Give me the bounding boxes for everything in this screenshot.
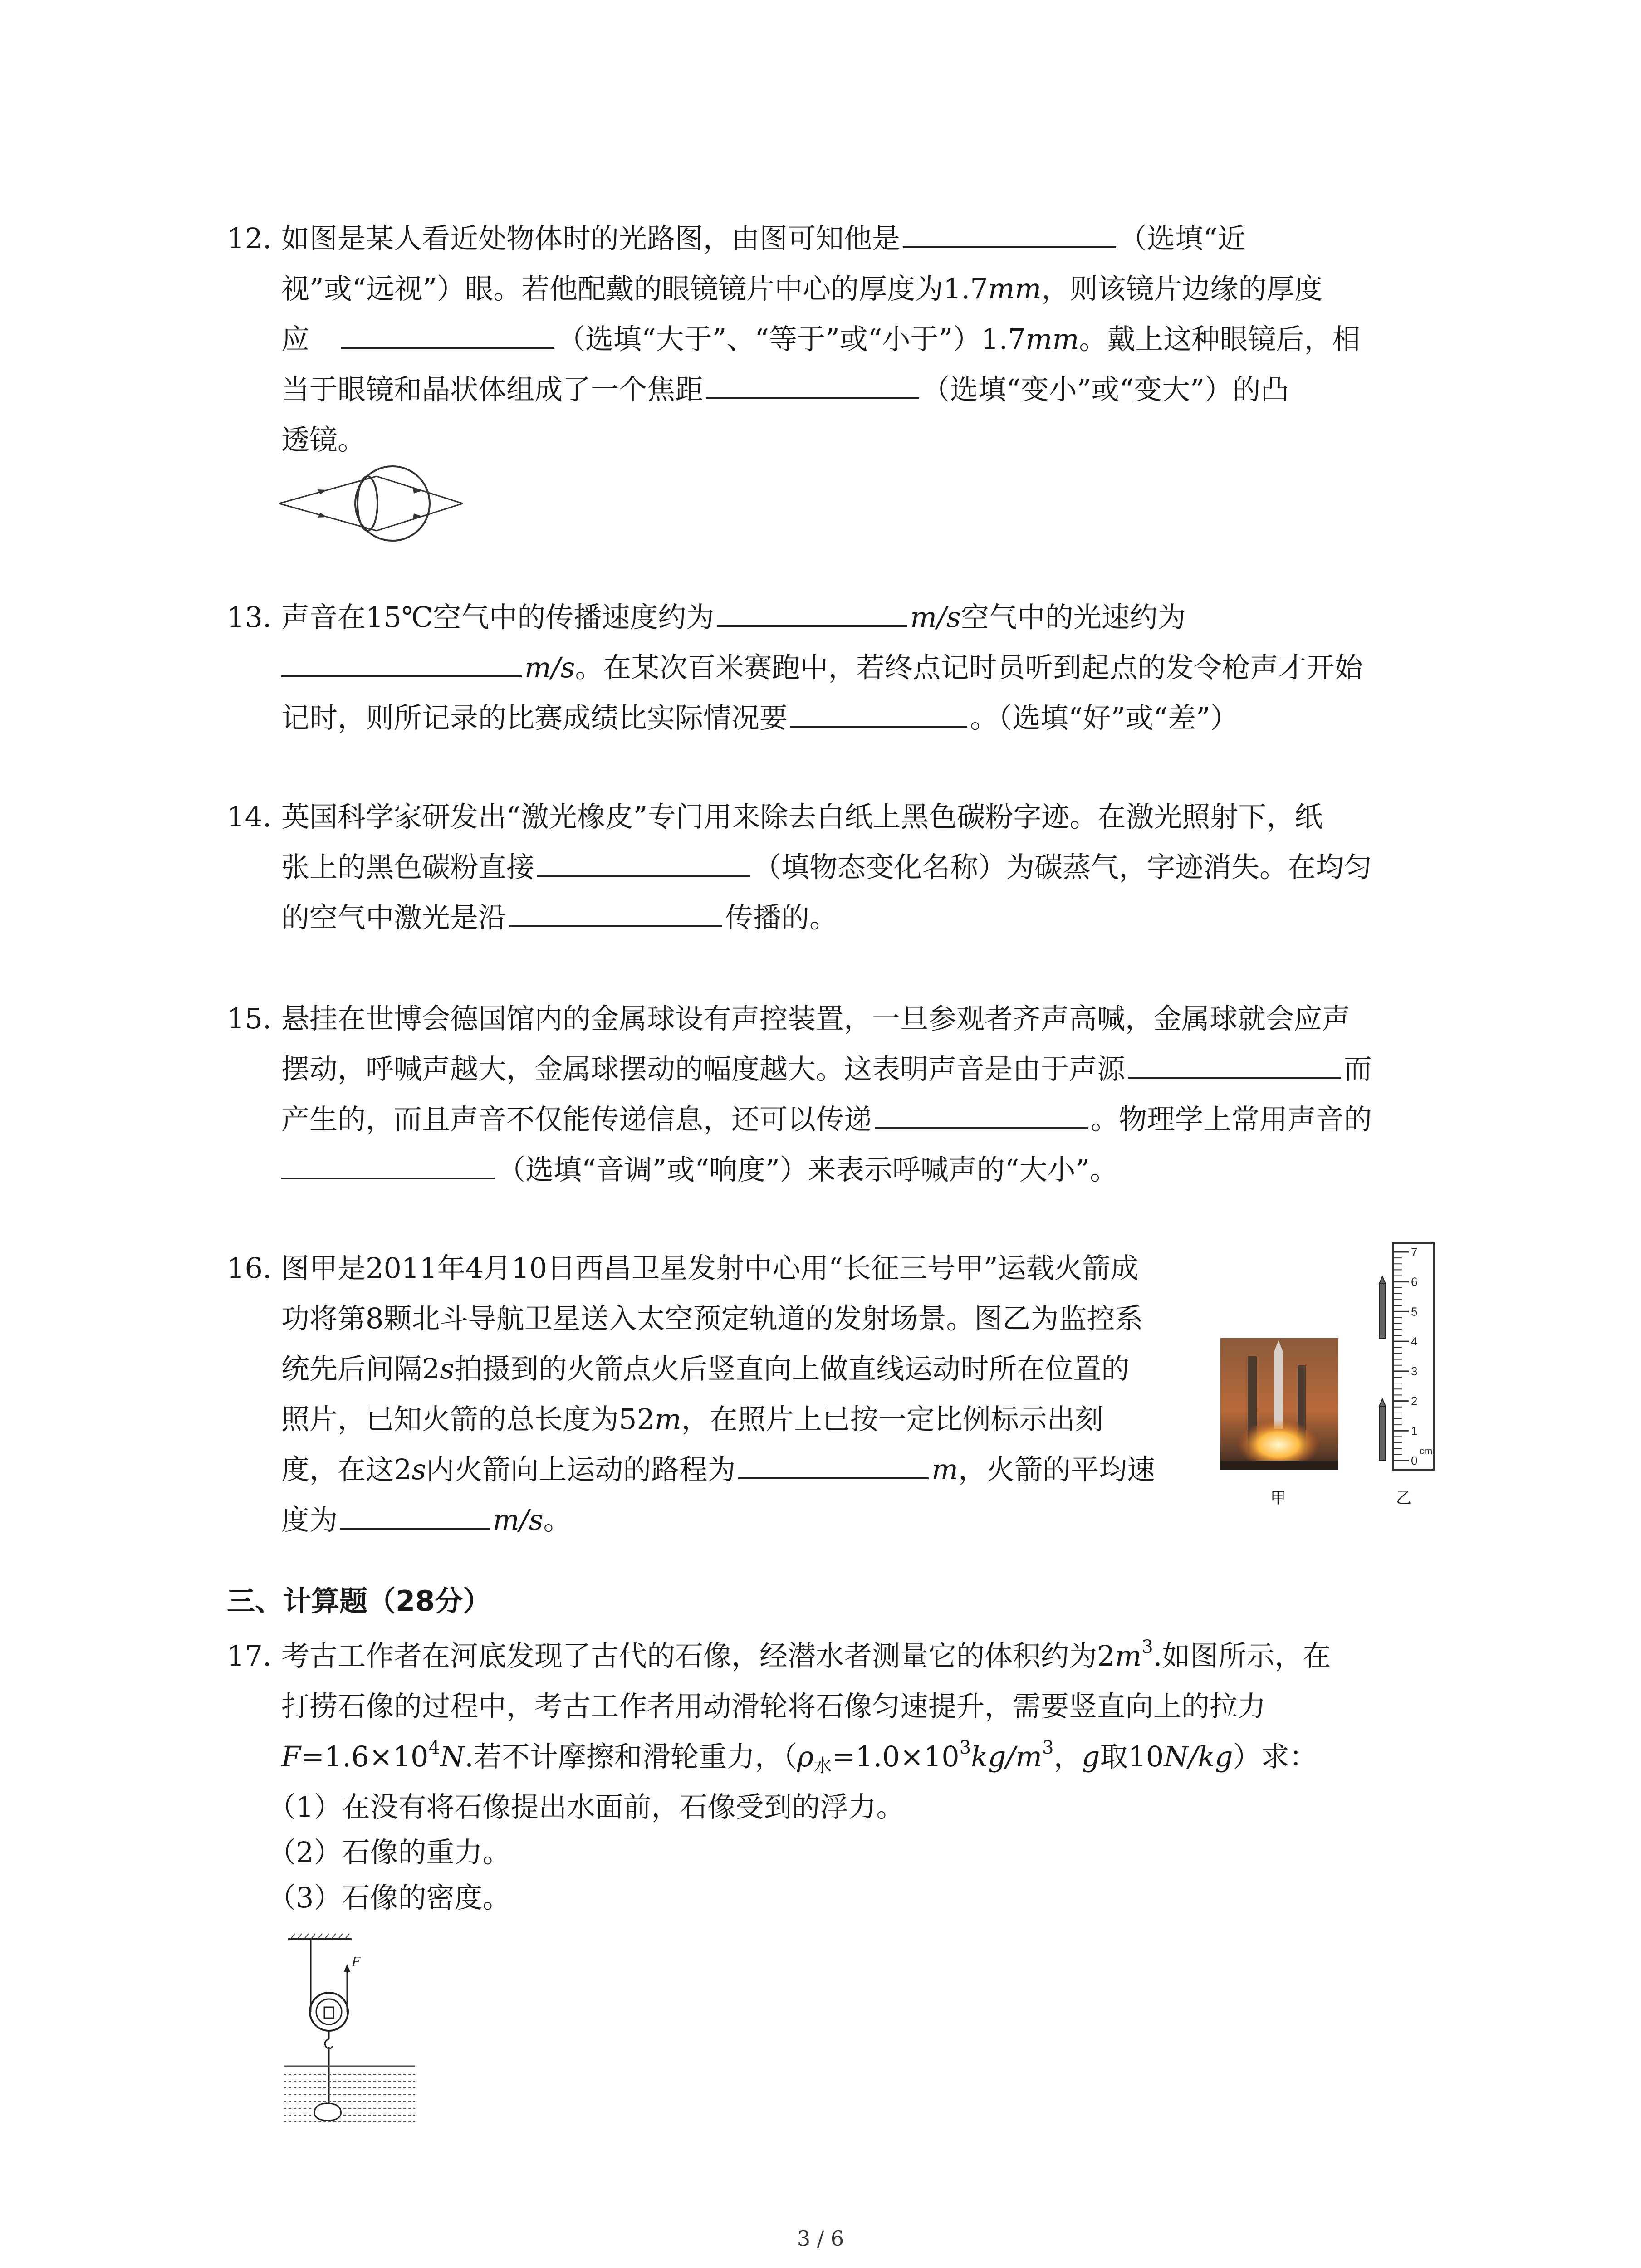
question-number: 16. xyxy=(227,1251,272,1285)
answer-blank[interactable] xyxy=(1128,1051,1341,1079)
answer-blank[interactable] xyxy=(340,1501,490,1530)
ruler-tick-label: 6 xyxy=(1411,1275,1418,1289)
rocket-position-ruler xyxy=(1366,1238,1443,1474)
question-number: 14. xyxy=(227,800,272,833)
sub-question-1: （1）在没有将石像提出水面前，石像受到的浮力。 xyxy=(268,1790,905,1823)
question-number: 15. xyxy=(227,1002,272,1035)
answer-blank[interactable] xyxy=(281,649,522,677)
ruler-tick-label: 5 xyxy=(1411,1305,1418,1319)
ruler-tick-label: 1 xyxy=(1411,1424,1418,1438)
ruler-unit-label: cm xyxy=(1419,1445,1433,1457)
answer-blank[interactable] xyxy=(281,1151,495,1179)
ruler-tick-label: 4 xyxy=(1411,1334,1418,1349)
question-number: 17. xyxy=(227,1639,272,1672)
figure-caption-yi: 乙 xyxy=(1396,1489,1411,1507)
rocket-launch-photo xyxy=(1220,1338,1338,1470)
ruler-tick-label: 7 xyxy=(1411,1245,1418,1259)
figure-caption-jia: 甲 xyxy=(1270,1489,1286,1507)
exam-page: 12. 如图是某人看近处物体时的光路图，由图可知他是 （选填“近 视”或“远视”）眼。若他配戴的眼镜镜片中心的厚度为1.7mm，则该镜片边缘的厚度 应 （选填“大于”、“等于”或“小于”）1.7mm。戴上这种眼镜后，相 当于眼镜和晶状体组成了一个焦距 （选填“变小”或“变大”）的凸 透镜。 13. 声音在15℃空气中的传播速度约为 m/s空气中的光速约为 m/s。在某次百米赛跑中，若终点记时员听到起点的发令枪声才开始 记时，则所记录的比赛成绩比实际情况要 。（选填“好”或“差”） 14. 英国科学家研发出“激光橡皮”专门用来除去白纸上黑色碳粉字迹。在激光照射下，纸 张上的黑色碳粉直接 （填物态变化名称）为碳蒸气，字迹消失。在均匀 的空气中激光是沿 传播的。 15. 悬挂在世博会德国馆内的金属球设有声控装置，一旦参观者齐声高喊，金属球就会应声 摆动，呼喊声越大，金属球摆动的幅度越大。这表明声音是由于声源 而 产生的，而且声音不仅能传递信息，还可以传递 。物理学上常用声音的 （选填“音调”或“响度”）来表示呼喊声的“大小”。 16. 图甲是2011年4月10日西昌卫星发射中心用“长征三号甲”运载火箭成 功将第8颗北斗导航卫星送入太空预定轨道的发射场景。图乙为监控系 统先后间隔2s拍摄到的火箭点火后竖直向上做直线运动时所在位置的 照片，已知火箭的总长度为52m，在照片上已按一定比例标示出刻 度，在这2s内火箭向上运动的路程为 m，火箭的平均速 度为 m/s。 甲 7 6 5 4 3 2 1 0 cm 乙 三、计算题（28分） 17. 考古工作者在河底发现了古代的石像，经潜水者测量它的体积约为$2m^3$.如图所示，在 打捞石像的过程中，考古工作者用动滑轮将石像匀速提升，需要竖直向上的拉力 $F=1.6\times 10^4N$.若不计摩擦和滑轮重力，（$\rho_水=1.0\times 10^3kg/m^3$，g取10N/kg）求： （1）在没有将石像提出水面前，石像受到的浮力。 （2）石像的重力。 （3）石像的密度。 F 3 / 6 xyxy=(0,0,1641,2268)
ruler-ticks xyxy=(1393,1245,1417,1467)
answer-blank[interactable] xyxy=(903,220,1116,248)
answer-blank[interactable] xyxy=(509,899,722,927)
question-number: 12. xyxy=(227,222,272,255)
answer-blank[interactable] xyxy=(738,1451,929,1479)
page-number: 3 / 6 xyxy=(797,2226,844,2251)
answer-blank[interactable] xyxy=(706,371,919,399)
answer-blank[interactable] xyxy=(341,321,554,349)
question-number: 13. xyxy=(227,601,272,634)
force-label: F xyxy=(352,1953,361,1970)
ruler-tick-label: 3 xyxy=(1411,1364,1418,1378)
ruler-tick-label: 0 xyxy=(1411,1454,1418,1467)
answer-blank[interactable] xyxy=(717,599,907,627)
sub-question-3: （3）石像的密度。 xyxy=(268,1881,511,1914)
sub-question-2: （2）石像的重力。 xyxy=(268,1836,511,1869)
answer-blank[interactable] xyxy=(875,1101,1088,1129)
ruler-tick-label: 2 xyxy=(1411,1394,1418,1408)
pulley-diagram xyxy=(279,1930,429,2130)
section-heading: 三、计算题（28分） xyxy=(227,1584,491,1618)
eye-light-path-diagram xyxy=(277,463,472,544)
answer-blank[interactable] xyxy=(790,699,967,728)
answer-blank[interactable] xyxy=(537,849,750,877)
